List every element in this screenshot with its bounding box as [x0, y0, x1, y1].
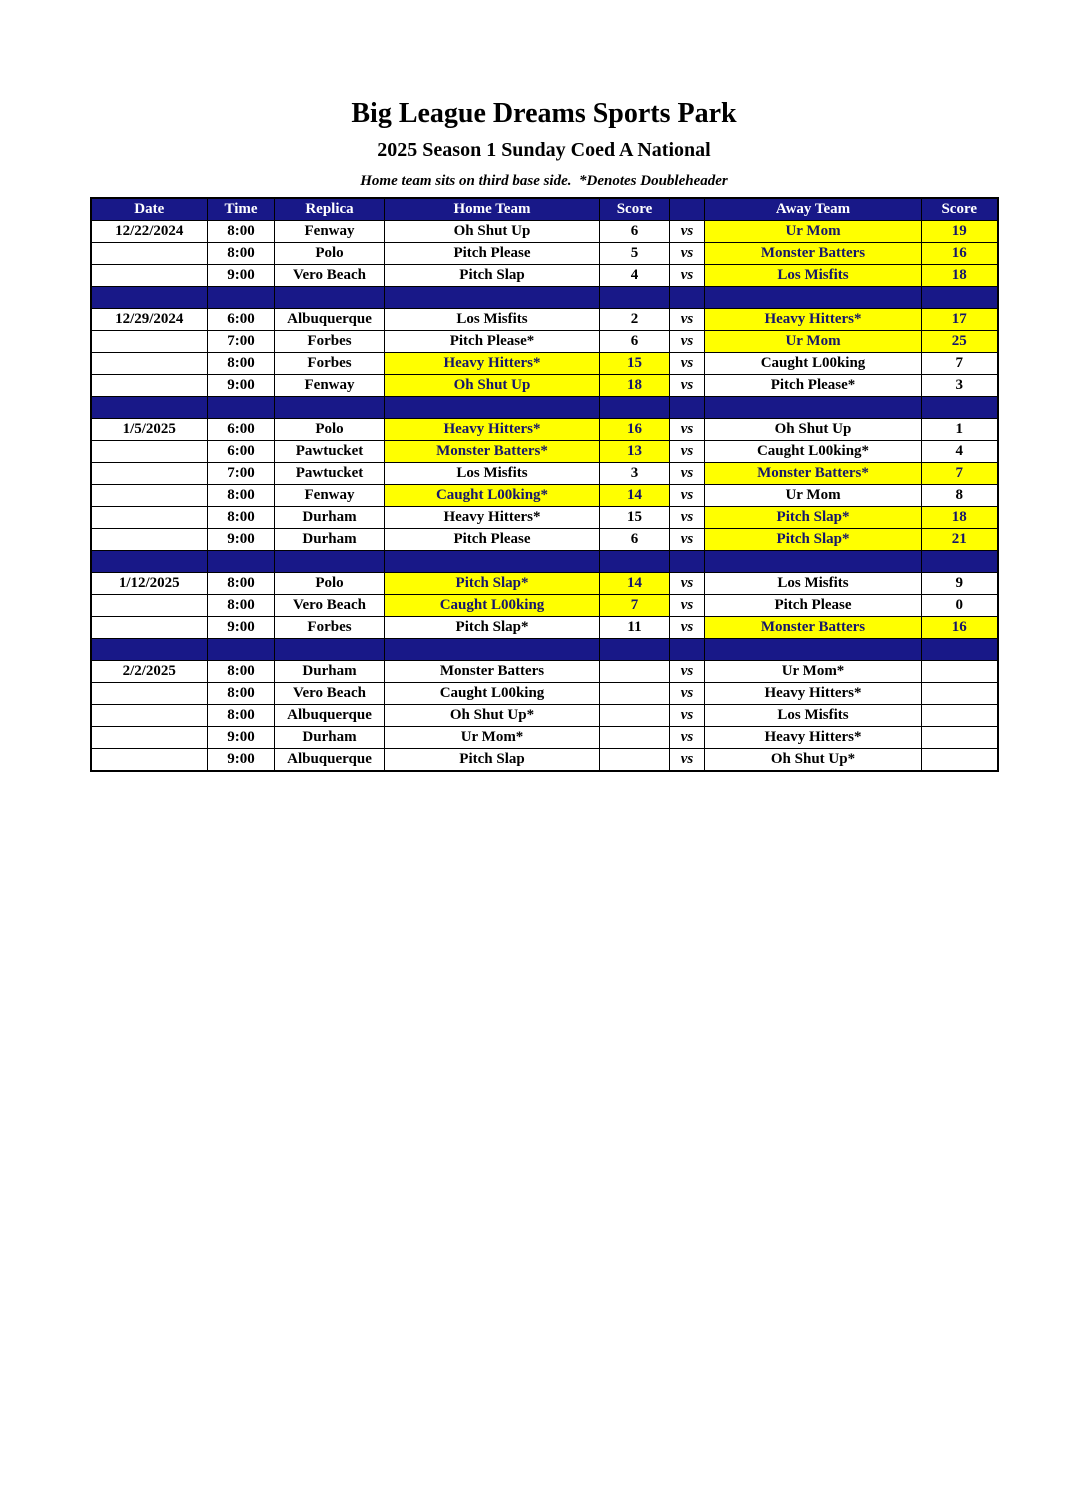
home-score-cell: 5 [600, 243, 670, 265]
separator-cell [600, 551, 670, 573]
column-header-date: Date [91, 198, 208, 221]
date-cell [91, 375, 208, 397]
column-header-vs [670, 198, 705, 221]
away-score-cell: 16 [922, 243, 998, 265]
date-cell [91, 683, 208, 705]
time-cell: 8:00 [208, 661, 275, 683]
time-cell: 9:00 [208, 749, 275, 772]
home-team-cell: Oh Shut Up [385, 221, 600, 243]
away-score-cell: 9 [922, 573, 998, 595]
game-row [91, 749, 998, 772]
vs-label: vs [670, 727, 705, 749]
separator-cell [600, 397, 670, 419]
game-row [91, 485, 998, 507]
home-score-cell: 14 [600, 485, 670, 507]
away-team-cell: Los Misfits [705, 705, 922, 727]
date-cell [91, 617, 208, 639]
away-score-cell [922, 661, 998, 683]
time-cell: 8:00 [208, 221, 275, 243]
home-team-cell: Pitch Slap [385, 265, 600, 287]
home-team-cell: Pitch Slap [385, 749, 600, 772]
separator-cell [91, 397, 208, 419]
vs-label: vs [670, 221, 705, 243]
date-cell [91, 331, 208, 353]
replica-cell: Polo [275, 243, 385, 265]
game-row [91, 683, 998, 705]
game-row [91, 419, 998, 441]
away-score-cell [922, 705, 998, 727]
vs-label: vs [670, 331, 705, 353]
separator-cell [275, 639, 385, 661]
time-cell: 8:00 [208, 485, 275, 507]
vs-label: vs [670, 617, 705, 639]
away-team-cell: Pitch Slap* [705, 507, 922, 529]
home-score-cell: 11 [600, 617, 670, 639]
page-note: Home team sits on third base side. *Denotes Doubleheader [360, 173, 728, 190]
vs-label: vs [670, 749, 705, 772]
away-team-cell: Ur Mom [705, 485, 922, 507]
replica-cell: Fenway [275, 485, 385, 507]
replica-cell: Durham [275, 727, 385, 749]
date-cell [91, 485, 208, 507]
replica-cell: Vero Beach [275, 595, 385, 617]
game-row [91, 617, 998, 639]
time-cell: 9:00 [208, 617, 275, 639]
separator-cell [705, 397, 922, 419]
vs-label: vs [670, 529, 705, 551]
separator-cell [705, 287, 922, 309]
separator-cell [208, 397, 275, 419]
separator-row [91, 287, 998, 309]
home-score-cell [600, 683, 670, 705]
time-cell: 7:00 [208, 331, 275, 353]
header-row [91, 198, 998, 221]
home-team-cell: Caught L00king [385, 595, 600, 617]
schedule-body [91, 221, 998, 772]
game-row [91, 507, 998, 529]
home-team-cell: Los Misfits [385, 463, 600, 485]
home-score-cell [600, 661, 670, 683]
time-cell: 9:00 [208, 375, 275, 397]
vs-label: vs [670, 463, 705, 485]
replica-cell: Fenway [275, 221, 385, 243]
home-score-cell: 18 [600, 375, 670, 397]
separator-cell [275, 551, 385, 573]
home-team-cell: Heavy Hitters* [385, 419, 600, 441]
away-score-cell: 16 [922, 617, 998, 639]
replica-cell: Forbes [275, 617, 385, 639]
away-team-cell: Caught L00king* [705, 441, 922, 463]
separator-cell [208, 551, 275, 573]
home-score-cell: 4 [600, 265, 670, 287]
date-cell [91, 705, 208, 727]
separator-row [91, 639, 998, 661]
date-cell: 12/29/2024 [91, 309, 208, 331]
away-score-cell: 18 [922, 265, 998, 287]
away-team-cell: Caught L00king [705, 353, 922, 375]
column-header-replica: Replica [275, 198, 385, 221]
date-cell [91, 265, 208, 287]
home-score-cell: 13 [600, 441, 670, 463]
replica-cell: Vero Beach [275, 683, 385, 705]
separator-cell [922, 639, 998, 661]
home-team-cell: Oh Shut Up* [385, 705, 600, 727]
away-score-cell [922, 749, 998, 772]
date-cell: 1/12/2025 [91, 573, 208, 595]
home-score-cell: 6 [600, 221, 670, 243]
time-cell: 8:00 [208, 507, 275, 529]
away-score-cell: 18 [922, 507, 998, 529]
separator-row [91, 551, 998, 573]
game-row [91, 661, 998, 683]
time-cell: 6:00 [208, 441, 275, 463]
home-score-cell: 7 [600, 595, 670, 617]
vs-label: vs [670, 441, 705, 463]
away-score-cell: 7 [922, 463, 998, 485]
separator-cell [208, 287, 275, 309]
replica-cell: Fenway [275, 375, 385, 397]
time-cell: 8:00 [208, 573, 275, 595]
replica-cell: Albuquerque [275, 705, 385, 727]
away-score-cell [922, 683, 998, 705]
away-team-cell: Heavy Hitters* [705, 683, 922, 705]
game-row [91, 727, 998, 749]
home-score-cell [600, 705, 670, 727]
column-header-away-score: Score [922, 198, 998, 221]
away-score-cell: 1 [922, 419, 998, 441]
separator-cell [922, 397, 998, 419]
replica-cell: Durham [275, 507, 385, 529]
date-cell: 1/5/2025 [91, 419, 208, 441]
vs-label: vs [670, 485, 705, 507]
date-cell [91, 441, 208, 463]
date-cell [91, 463, 208, 485]
away-team-cell: Pitch Please [705, 595, 922, 617]
away-score-cell: 8 [922, 485, 998, 507]
away-score-cell: 4 [922, 441, 998, 463]
vs-label: vs [670, 265, 705, 287]
replica-cell: Durham [275, 529, 385, 551]
vs-label: vs [670, 661, 705, 683]
time-cell: 8:00 [208, 683, 275, 705]
home-team-cell: Pitch Slap* [385, 573, 600, 595]
separator-cell [600, 287, 670, 309]
home-team-cell: Heavy Hitters* [385, 353, 600, 375]
time-cell: 8:00 [208, 243, 275, 265]
home-score-cell: 16 [600, 419, 670, 441]
away-team-cell: Monster Batters [705, 243, 922, 265]
vs-label: vs [670, 419, 705, 441]
home-team-cell: Ur Mom* [385, 727, 600, 749]
away-score-cell: 3 [922, 375, 998, 397]
game-row [91, 243, 998, 265]
home-score-cell: 14 [600, 573, 670, 595]
home-team-cell: Pitch Please [385, 529, 600, 551]
time-cell: 9:00 [208, 727, 275, 749]
replica-cell: Forbes [275, 353, 385, 375]
vs-label: vs [670, 243, 705, 265]
home-score-cell: 2 [600, 309, 670, 331]
time-cell: 8:00 [208, 705, 275, 727]
home-score-cell: 6 [600, 331, 670, 353]
separator-row [91, 397, 998, 419]
away-team-cell: Ur Mom [705, 331, 922, 353]
game-row [91, 463, 998, 485]
separator-cell [275, 397, 385, 419]
vs-label: vs [670, 507, 705, 529]
date-cell [91, 529, 208, 551]
time-cell: 9:00 [208, 529, 275, 551]
vs-label: vs [670, 683, 705, 705]
away-score-cell: 21 [922, 529, 998, 551]
game-row [91, 573, 998, 595]
home-team-cell: Monster Batters* [385, 441, 600, 463]
game-row [91, 441, 998, 463]
column-header-time: Time [208, 198, 275, 221]
replica-cell: Vero Beach [275, 265, 385, 287]
game-row [91, 331, 998, 353]
separator-cell [600, 639, 670, 661]
vs-label: vs [670, 705, 705, 727]
away-team-cell: Heavy Hitters* [705, 727, 922, 749]
home-score-cell: 15 [600, 507, 670, 529]
game-row [91, 353, 998, 375]
separator-cell [670, 639, 705, 661]
separator-cell [91, 551, 208, 573]
date-cell [91, 595, 208, 617]
separator-cell [385, 551, 600, 573]
page-title: Big League Dreams Sports Park [351, 98, 737, 129]
away-team-cell: Ur Mom [705, 221, 922, 243]
away-score-cell: 0 [922, 595, 998, 617]
separator-cell [670, 397, 705, 419]
game-row [91, 265, 998, 287]
away-score-cell [922, 727, 998, 749]
separator-cell [275, 287, 385, 309]
replica-cell: Albuquerque [275, 309, 385, 331]
game-row [91, 221, 998, 243]
away-team-cell: Pitch Please* [705, 375, 922, 397]
date-cell: 2/2/2025 [91, 661, 208, 683]
away-team-cell: Oh Shut Up [705, 419, 922, 441]
away-team-cell: Monster Batters* [705, 463, 922, 485]
separator-cell [922, 551, 998, 573]
column-header-home-team: Home Team [385, 198, 600, 221]
home-team-cell: Pitch Slap* [385, 617, 600, 639]
time-cell: 6:00 [208, 309, 275, 331]
date-cell [91, 353, 208, 375]
time-cell: 7:00 [208, 463, 275, 485]
vs-label: vs [670, 573, 705, 595]
separator-cell [922, 287, 998, 309]
vs-label: vs [670, 309, 705, 331]
date-cell [91, 243, 208, 265]
page-subtitle: 2025 Season 1 Sunday Coed A National [377, 139, 711, 162]
replica-cell: Polo [275, 573, 385, 595]
replica-cell: Polo [275, 419, 385, 441]
game-row [91, 309, 998, 331]
replica-cell: Pawtucket [275, 441, 385, 463]
away-team-cell: Ur Mom* [705, 661, 922, 683]
away-score-cell: 25 [922, 331, 998, 353]
date-cell [91, 507, 208, 529]
away-score-cell: 17 [922, 309, 998, 331]
vs-label: vs [670, 375, 705, 397]
replica-cell: Albuquerque [275, 749, 385, 772]
home-team-cell: Caught L00king [385, 683, 600, 705]
home-team-cell: Pitch Please* [385, 331, 600, 353]
game-row [91, 705, 998, 727]
time-cell: 6:00 [208, 419, 275, 441]
vs-label: vs [670, 353, 705, 375]
separator-cell [385, 397, 600, 419]
away-team-cell: Monster Batters [705, 617, 922, 639]
separator-cell [208, 639, 275, 661]
home-team-cell: Oh Shut Up [385, 375, 600, 397]
game-row [91, 375, 998, 397]
separator-cell [91, 639, 208, 661]
home-team-cell: Heavy Hitters* [385, 507, 600, 529]
separator-cell [670, 287, 705, 309]
away-team-cell: Pitch Slap* [705, 529, 922, 551]
home-score-cell: 15 [600, 353, 670, 375]
replica-cell: Durham [275, 661, 385, 683]
separator-cell [705, 551, 922, 573]
away-score-cell: 7 [922, 353, 998, 375]
replica-cell: Forbes [275, 331, 385, 353]
away-team-cell: Los Misfits [705, 573, 922, 595]
away-team-cell: Oh Shut Up* [705, 749, 922, 772]
separator-cell [385, 287, 600, 309]
vs-label: vs [670, 595, 705, 617]
home-team-cell: Pitch Please [385, 243, 600, 265]
separator-cell [705, 639, 922, 661]
column-header-home-score: Score [600, 198, 670, 221]
separator-cell [670, 551, 705, 573]
away-score-cell: 19 [922, 221, 998, 243]
game-row [91, 529, 998, 551]
away-team-cell: Los Misfits [705, 265, 922, 287]
time-cell: 8:00 [208, 353, 275, 375]
away-team-cell: Heavy Hitters* [705, 309, 922, 331]
game-row [91, 595, 998, 617]
replica-cell: Pawtucket [275, 463, 385, 485]
home-score-cell [600, 727, 670, 749]
home-team-cell: Los Misfits [385, 309, 600, 331]
column-header-away-team: Away Team [705, 198, 922, 221]
separator-cell [385, 639, 600, 661]
date-cell: 12/22/2024 [91, 221, 208, 243]
time-cell: 8:00 [208, 595, 275, 617]
time-cell: 9:00 [208, 265, 275, 287]
home-team-cell: Caught L00king* [385, 485, 600, 507]
home-score-cell [600, 749, 670, 772]
home-score-cell: 6 [600, 529, 670, 551]
date-cell [91, 749, 208, 772]
home-score-cell: 3 [600, 463, 670, 485]
home-team-cell: Monster Batters [385, 661, 600, 683]
schedule-table [90, 197, 999, 772]
date-cell [91, 727, 208, 749]
separator-cell [91, 287, 208, 309]
